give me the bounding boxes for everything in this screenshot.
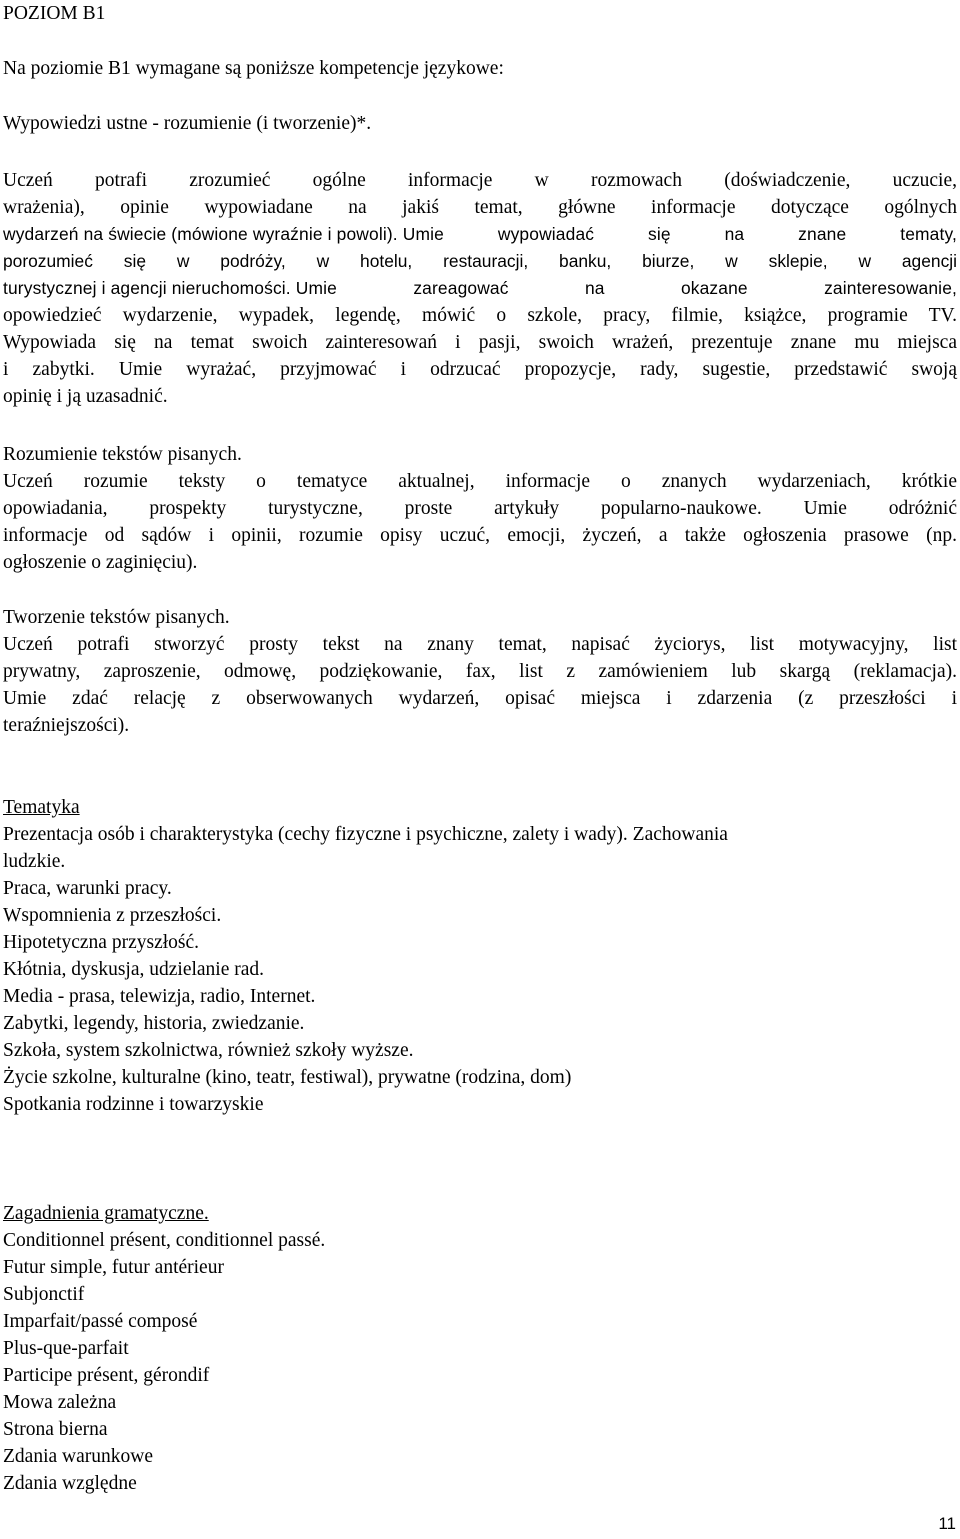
text-line: Uczeń potrafi zrozumieć ogólne informacje w rozmowach (doświadczenie, uczucie, [3, 170, 957, 191]
text-line: Uczeń potrafi stworzyć prosty tekst na znany temat, napisać życiorys, list motywacyjny, list [3, 634, 957, 655]
text-span: turystycznej i agencji nieruchomości. [3, 278, 291, 298]
document-page [3, 0, 957, 1497]
list-item: Zabytki, legendy, historia, zwiedzanie. [3, 1013, 305, 1034]
grammar-list [3, 1227, 957, 1497]
list-item: Kłótnia, dyskusja, udzielanie rad. [3, 959, 265, 980]
text-line [3, 221, 957, 248]
list-item: Futur simple, futur antérieur [3, 1257, 224, 1278]
list-item: Participe présent, gérondif [3, 1365, 210, 1386]
list-item: Prezentacja osób i charakterystyka (cechy fizyczne i psychiczne, zalety i wady). Zachowania [3, 824, 728, 845]
text-span: wydarzeń na świecie (mówione wyraźnie i powoli). [3, 224, 398, 244]
reading-heading: Rozumienie tekstów pisanych. [3, 444, 242, 465]
text-line: opinię i ją uzasadnić. [3, 386, 168, 407]
text-line: opowiedzieć wydarzenie, wypadek, legendę, mówić o szkole, pracy, filmie, książce, programie TV. [3, 305, 957, 326]
list-item: Zdania warunkowe [3, 1446, 153, 1467]
list-item: ludzkie. [3, 851, 66, 872]
list-item: Życie szkolne, kulturalne (kino, teatr, festiwal), prywatne (rodzina, dom) [3, 1067, 572, 1088]
text-line: ogłoszenie o zaginięciu). [3, 552, 198, 573]
page-number: 11 [938, 1514, 956, 1533]
text-line: opowiadania, prospekty turystyczne, proste artykuły popularno-naukowe. Umie odróżnić [3, 498, 957, 519]
text-line: Uczeń rozumie teksty o tematyce aktualnej, informacje o znanych wydarzeniach, krótkie [3, 471, 957, 492]
list-item: Spotkania rodzinne i towarzyskie [3, 1094, 264, 1115]
spoken-paragraph [3, 167, 957, 410]
text-line: informacje od sądów i opinii, rozumie opisy uczuć, emocji, życzeń, a także ogłoszenia prasowe (np. [3, 525, 957, 546]
list-item: Conditionnel présent, conditionnel passé. [3, 1230, 326, 1251]
text-line: Wypowiada się na temat swoich zainteresowań i pasji, swoich wrażeń, prezentuje znane mu miejsca [3, 332, 957, 353]
list-item: Plus-que-parfait [3, 1338, 129, 1359]
text-line: porozumieć się w podróży, w hotelu, restauracji, banku, biurze, w sklepie, w agencji [3, 251, 957, 271]
text-span: Umie wypowiadać się na znane tematy, [402, 224, 957, 244]
list-item: Mowa zależna [3, 1392, 117, 1413]
grammar-heading: Zagadnienia gramatyczne. [3, 1203, 209, 1224]
intro-text: Na poziomie B1 wymagane są poniższe kompetencje językowe: [3, 58, 504, 79]
list-item: Strona bierna [3, 1419, 108, 1440]
text-line: teraźniejszości). [3, 715, 130, 736]
text-span: Umie zareagować na okazane zainteresowanie, [295, 278, 957, 298]
writing-paragraph [3, 631, 957, 739]
text-line: Umie zdać relację z obserwowanych wydarzeń, opisać miejsca i zdarzenia (z przeszłości i [3, 688, 957, 709]
list-item: Szkoła, system szkolnictwa, również szkoły wyższe. [3, 1040, 414, 1061]
list-item: Imparfait/passé composé [3, 1311, 198, 1332]
list-item: Hipotetyczna przyszłość. [3, 932, 200, 953]
list-item: Wspomnienia z przeszłości. [3, 905, 222, 926]
writing-heading: Tworzenie tekstów pisanych. [3, 607, 230, 628]
list-item: Praca, warunki pracy. [3, 878, 172, 899]
reading-paragraph [3, 468, 957, 576]
topics-heading: Tematyka [3, 797, 80, 818]
list-item: Zdania względne [3, 1473, 137, 1494]
spoken-heading: Wypowiedzi ustne - rozumienie (i tworzenie)*. [3, 113, 372, 134]
text-line [3, 275, 957, 302]
text-line: i zabytki. Umie wyrażać, przyjmować i odrzucać propozycje, rady, sugestie, przedstawić swoją [3, 359, 957, 380]
text-line: prywatny, zaproszenie, odmowę, podziękowanie, fax, list z zamówieniem lub skargą (reklamacja). [3, 661, 957, 682]
text-line: wrażenia), opinie wypowiadane na jakiś temat, główne informacje dotyczące ogólnych [3, 197, 957, 218]
topics-list [3, 821, 957, 1118]
list-item: Subjonctif [3, 1284, 85, 1305]
list-item: Media - prasa, telewizja, radio, Internet. [3, 986, 316, 1007]
page-title: POZIOM B1 [3, 3, 106, 24]
